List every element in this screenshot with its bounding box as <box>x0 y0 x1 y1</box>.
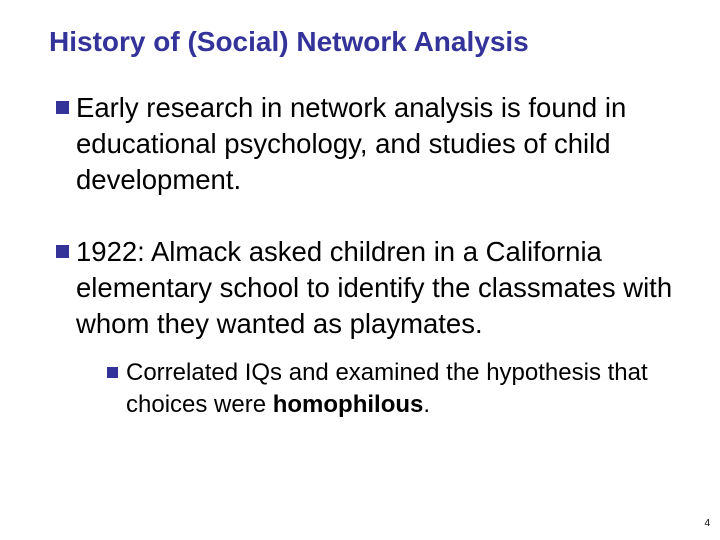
slide-body <box>56 90 696 421</box>
square-bullet-icon <box>56 245 69 258</box>
sub-bullet-text-start: Correlated IQs and examined the hypothesis that choices were <box>126 359 648 418</box>
bullet-text: 1922: Almack asked children in a California elementary school to identify the classmates with whom they wanted as playmates. <box>76 236 673 339</box>
square-bullet-icon <box>107 367 118 378</box>
slide-title: History of (Social) Network Analysis <box>49 26 529 57</box>
bullet-item <box>56 234 696 421</box>
bullet-item <box>56 90 696 198</box>
sub-bullet-text-end: . <box>423 391 431 418</box>
sub-bullet-bold-term: homophilous <box>272 391 424 418</box>
square-bullet-icon <box>56 101 69 114</box>
bullet-text: Early research in network analysis is found in educational psychology, and studies of child development. <box>76 92 627 195</box>
sub-bullet-item <box>107 357 686 421</box>
page-number: 4 <box>704 518 710 529</box>
